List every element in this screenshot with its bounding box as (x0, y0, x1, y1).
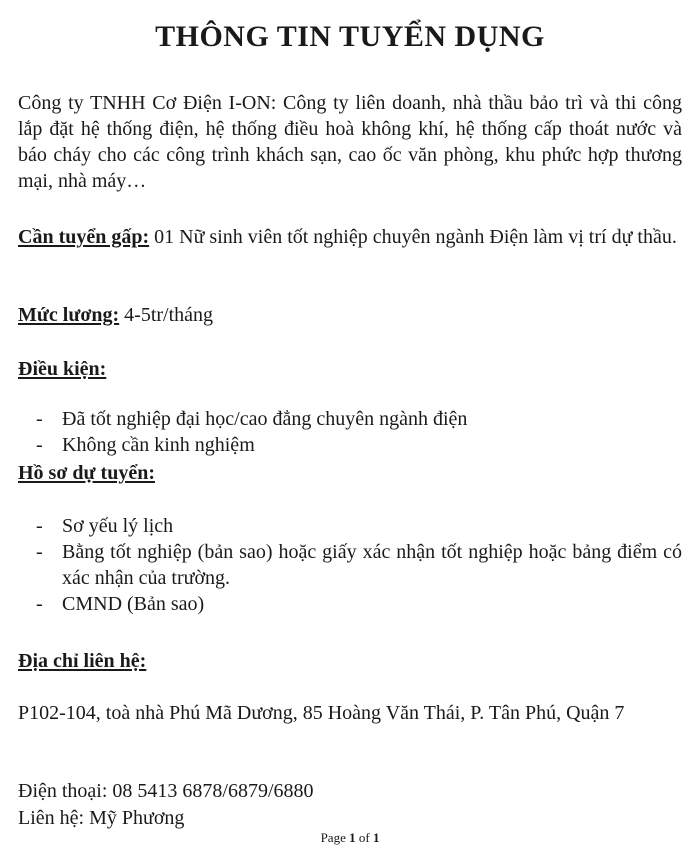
contact-label: Địa chỉ liên hệ: (18, 650, 147, 672)
contact-heading (18, 648, 682, 674)
conditions-list (18, 406, 682, 458)
dash-bullet: - (36, 593, 43, 615)
page-number: 1 (349, 830, 356, 845)
documents-label: Hồ sơ dự tuyển: (18, 462, 155, 484)
documents-list-wrap (18, 513, 682, 617)
conditions-label: Điều kiện: (18, 358, 107, 380)
contact-phone: Điện thoại: 08 5413 6878/6879/6880 (18, 780, 314, 802)
dash-bullet: - (36, 541, 43, 563)
conditions-heading (18, 356, 682, 382)
documents-list (18, 513, 682, 617)
list-item: - Đã tốt nghiệp đại học/cao đẳng chuyên ngành điện (36, 408, 468, 430)
dash-bullet: - (36, 408, 43, 430)
list-item: - Bằng tốt nghiệp (bản sao) hoặc giấy xác nhận tốt nghiệp hoặc bảng điểm có xác nhận của trường. (36, 541, 682, 589)
urgent-hiring-text: 01 Nữ sinh viên tốt nghiệp chuyên ngành Điện làm vị trí dự thầu. (149, 226, 677, 248)
contact-address: P102-104, toà nhà Phú Mã Dương, 85 Hoàng Văn Thái, P. Tân Phú, Quận 7 (18, 702, 625, 724)
salary-section (18, 302, 682, 328)
conditions-list-wrap (18, 406, 682, 458)
page-word: Page (320, 830, 346, 845)
page-total: 1 (372, 830, 380, 845)
salary-text: 4-5tr/tháng (119, 304, 214, 326)
list-item: - CMND (Bản sao) (36, 593, 205, 615)
list-item: - Sơ yếu lý lịch (36, 515, 174, 537)
dash-bullet: - (36, 515, 43, 537)
contact-person: Liên hệ: Mỹ Phương (18, 807, 185, 829)
dash-bullet: - (36, 434, 43, 456)
salary-label: Mức lương: (18, 304, 120, 326)
of-word: of (358, 830, 370, 845)
documents-heading (18, 460, 682, 486)
list-item: - Không cần kinh nghiệm (36, 434, 255, 456)
company-intro: Công ty TNHH Cơ Điện I-ON: Công ty liên doanh, nhà thầu bảo trì và thi công lắp đặt hệ thống điện, hệ thống điều hoà không khí, hệ thống cấp thoát nước và báo cháy cho các công trình khách sạn, cao ốc văn phòng, khu phức hợp thương mại, nhà máy… (18, 92, 682, 192)
page-footer (0, 830, 700, 846)
urgent-hiring-label: Cần tuyển gấp: (18, 226, 150, 248)
urgent-hiring-section (18, 224, 682, 250)
page-title: THÔNG TIN TUYỂN DỤNG (155, 20, 545, 53)
